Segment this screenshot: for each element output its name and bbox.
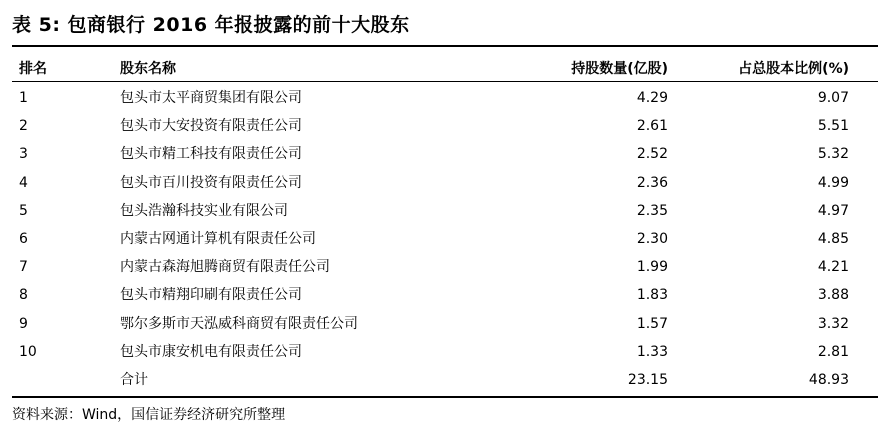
- header-shares: 持股数量(亿股): [571, 61, 668, 77]
- rank-cell: 10: [19, 343, 37, 360]
- pct-cell: 4.21: [817, 259, 849, 276]
- pct-cell: 4.97: [817, 202, 849, 219]
- name-cell: 包头市康安机电有限责任公司: [120, 343, 302, 360]
- pct-cell: 3.88: [817, 287, 849, 304]
- shares-cell: 2.52: [636, 146, 668, 163]
- rank-cell: 9: [19, 315, 28, 332]
- table-row: [0, 140, 891, 168]
- pct-cell: 4.85: [817, 231, 849, 247]
- table-row: [0, 169, 891, 197]
- table-row: [0, 112, 891, 140]
- rank-cell: 5: [19, 202, 28, 219]
- table-title: 表 5: 包商银行 2016 年报披露的前十大股东: [12, 14, 410, 36]
- name-cell: 包头市精翔印刷有限责任公司: [120, 287, 302, 304]
- pct-cell: 5.32: [817, 146, 849, 163]
- header-name: 股东名称: [120, 61, 176, 77]
- total-pct: 48.93: [808, 372, 849, 388]
- header-pct: 占总股本比例(%): [738, 61, 849, 77]
- rank-cell: 8: [19, 287, 28, 304]
- rank-cell: 2: [19, 118, 28, 135]
- shares-cell: 2.36: [636, 174, 668, 191]
- pct-cell: 4.99: [817, 174, 849, 191]
- shares-cell: 2.35: [636, 202, 668, 219]
- table-row: [0, 253, 891, 281]
- name-cell: 包头市精工科技有限责任公司: [120, 146, 302, 163]
- pct-cell: 2.81: [817, 343, 849, 360]
- rank-cell: 4: [19, 174, 28, 191]
- pct-cell: 3.32: [817, 315, 849, 332]
- header-rank: 排名: [19, 61, 47, 77]
- pct-cell: 5.51: [817, 118, 849, 135]
- shares-cell: 2.30: [636, 231, 668, 247]
- shares-cell: 1.57: [636, 315, 668, 332]
- rank-cell: 1: [19, 90, 28, 106]
- name-cell: 包头浩瀚科技实业有限公司: [120, 202, 288, 219]
- table-row: [0, 338, 891, 366]
- header-rule: [12, 81, 878, 82]
- shares-cell: 1.33: [636, 343, 668, 360]
- bottom-rule: [12, 396, 878, 398]
- name-cell: 内蒙古网通计算机有限责任公司: [120, 231, 316, 247]
- total-row: [0, 366, 891, 394]
- name-cell: 鄂尔多斯市天泓威科商贸有限责任公司: [120, 315, 358, 332]
- name-cell: 包头市大安投资有限责任公司: [120, 118, 302, 135]
- total-shares: 23.15: [627, 372, 668, 388]
- table-row: [0, 281, 891, 309]
- table-row: [0, 225, 891, 253]
- table-row: [0, 84, 891, 112]
- rank-cell: 3: [19, 146, 28, 163]
- table-row: [0, 197, 891, 225]
- pct-cell: 9.07: [817, 90, 849, 106]
- name-cell: 包头市太平商贸集团有限公司: [120, 90, 302, 106]
- source-note: 资料来源：Wind，国信证券经济研究所整理: [12, 407, 286, 423]
- shares-cell: 1.83: [636, 287, 668, 304]
- name-cell: 内蒙古森海旭腾商贸有限责任公司: [120, 259, 330, 276]
- top-rule: [12, 45, 878, 47]
- rank-cell: 6: [19, 231, 28, 247]
- shares-cell: 2.61: [636, 118, 668, 135]
- shares-cell: 4.29: [636, 90, 668, 106]
- rank-cell: 7: [19, 259, 28, 276]
- table-row: [0, 310, 891, 338]
- name-cell: 包头市百川投资有限责任公司: [120, 174, 302, 191]
- total-label: 合计: [120, 372, 148, 388]
- shares-cell: 1.99: [636, 259, 668, 276]
